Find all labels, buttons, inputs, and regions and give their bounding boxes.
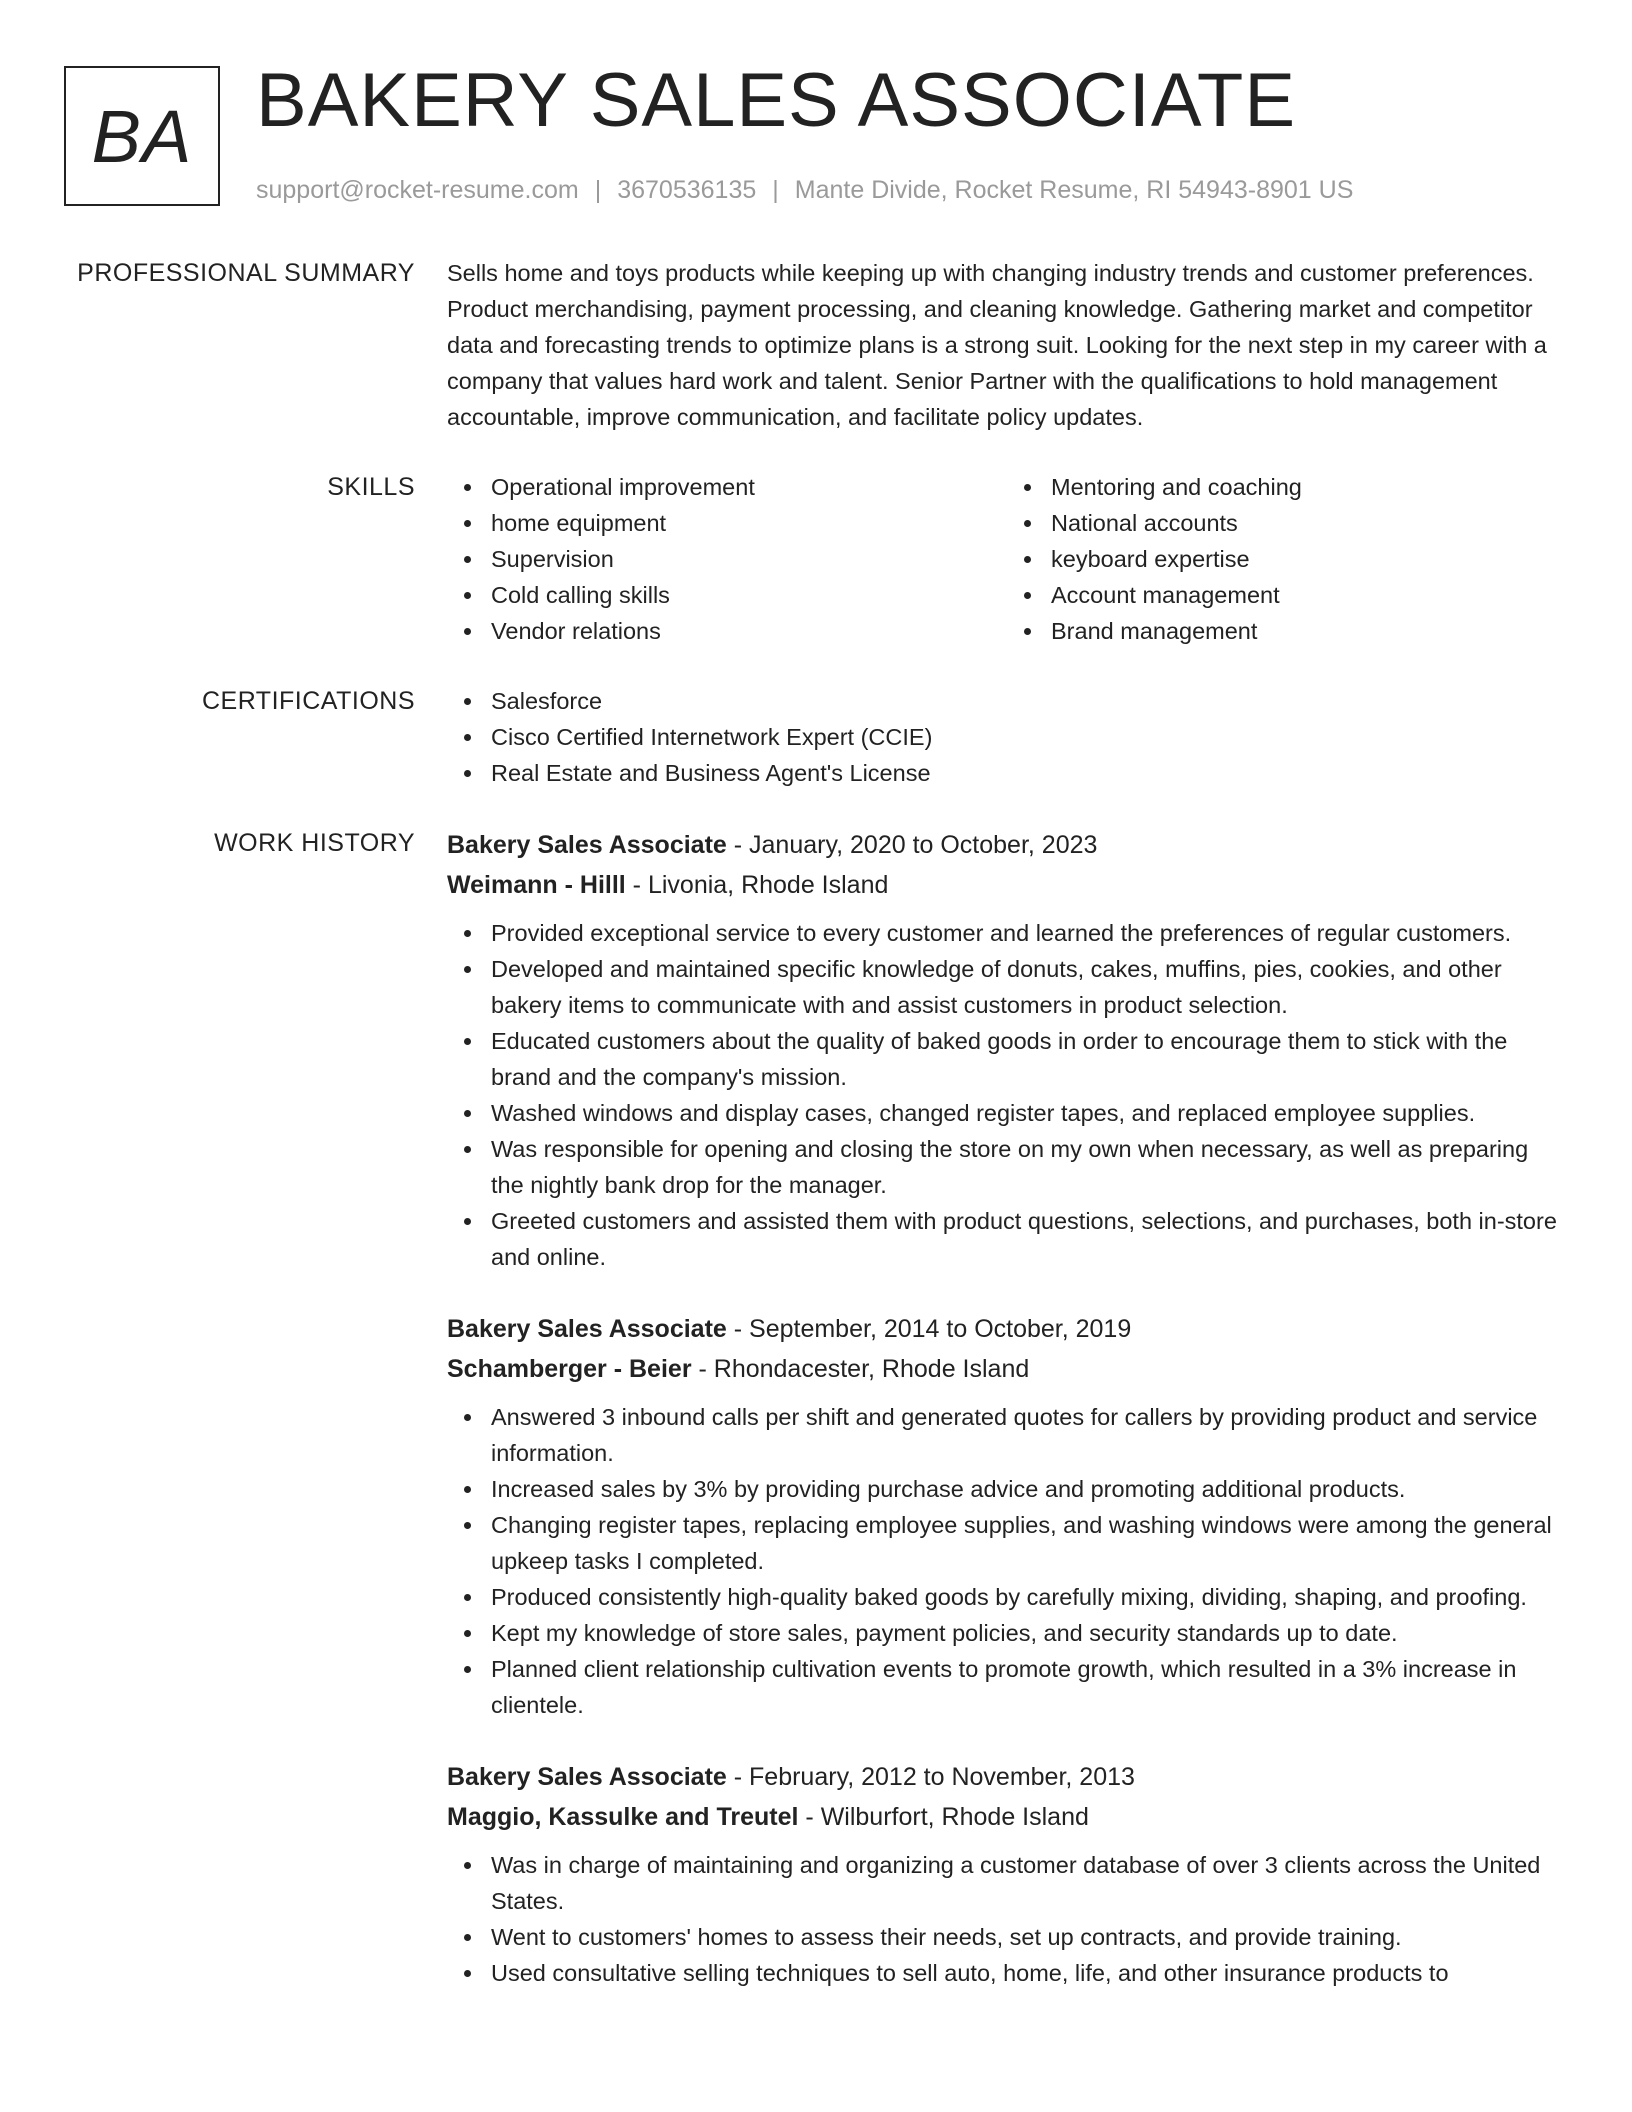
job-bullet: Planned client relationship cultivation events to promote growth, which resulted in a 3% increase in clientele. xyxy=(491,1651,1567,1723)
skills-list-right xyxy=(1007,469,1567,649)
job-company-line xyxy=(447,865,1567,905)
job-title: Bakery Sales Associate xyxy=(447,1763,727,1791)
skill-item: home equipment xyxy=(491,505,1007,541)
job-bullet: Was responsible for opening and closing the store on my own when necessary, as well as preparing the nightly bank drop for the manager. xyxy=(491,1131,1567,1203)
work-history-heading: WORK HISTORY xyxy=(214,829,415,857)
job-company-line xyxy=(447,1797,1567,1837)
skill-item: Account management xyxy=(1051,577,1567,613)
job-bullets xyxy=(447,1847,1567,1991)
job-dates: - January, 2020 to October, 2023 xyxy=(726,831,1098,859)
job-bullet: Washed windows and display cases, changed register tapes, and replaced employee supplies. xyxy=(491,1095,1567,1131)
job-bullet: Changing register tapes, replacing employee supplies, and washing windows were among the general upkeep tasks I completed. xyxy=(491,1507,1567,1579)
job-location: - Livonia, Rhode Island xyxy=(625,871,889,899)
job-bullets xyxy=(447,915,1567,1275)
job-location: - Rhondacester, Rhode Island xyxy=(691,1355,1030,1383)
job-bullet: Was in charge of maintaining and organizing a customer database of over 3 clients across the United States. xyxy=(491,1847,1567,1919)
job-entry xyxy=(447,1309,1567,1723)
summary-section xyxy=(0,255,1632,435)
job-title: Bakery Sales Associate xyxy=(447,831,727,859)
summary-text: Sells home and toys products while keeping up with changing industry trends and customer preferences. Product merchandising, payment processing, and cleaning knowledge. Gathering market and competitor data and forecasting trends to optimize plans is a strong suit. Looking for the next step in my career with a company that values hard work and talent. Senior Partner with the qualifications to hold management accountable, improve communication, and facilitate policy updates. xyxy=(447,260,1547,430)
job-company: Schamberger - Beier xyxy=(447,1355,692,1383)
certification-item: Salesforce xyxy=(491,683,1567,719)
job-company: Maggio, Kassulke and Treutel xyxy=(447,1803,799,1831)
job-bullet: Went to customers' homes to assess their needs, set up contracts, and provide training. xyxy=(491,1919,1567,1955)
job-bullet: Used consultative selling techniques to sell auto, home, life, and other insurance products to xyxy=(491,1955,1567,1991)
skill-item: Cold calling skills xyxy=(491,577,1007,613)
contact-line xyxy=(256,172,1353,208)
skill-item: Vendor relations xyxy=(491,613,1007,649)
job-bullet: Greeted customers and assisted them with product questions, selections, and purchases, both in-store and online. xyxy=(491,1203,1567,1275)
job-bullet: Kept my knowledge of store sales, payment policies, and security standards up to date. xyxy=(491,1615,1567,1651)
skill-item: National accounts xyxy=(1051,505,1567,541)
certifications-section xyxy=(0,683,1632,791)
contact-email: support@rocket-resume.com xyxy=(256,176,579,204)
skill-item: keyboard expertise xyxy=(1051,541,1567,577)
job-bullet: Developed and maintained specific knowledge of donuts, cakes, muffins, pies, cookies, and other bakery items to communicate with and assist customers in product selection. xyxy=(491,951,1567,1023)
job-title-line xyxy=(447,825,1567,865)
contact-phone: 3670536135 xyxy=(617,176,757,204)
monogram: BA xyxy=(64,66,220,206)
job-company: Weimann - Hilll xyxy=(447,871,626,899)
job-bullet: Answered 3 inbound calls per shift and generated quotes for callers by providing product and service information. xyxy=(491,1399,1567,1471)
skills-list-left xyxy=(447,469,1007,649)
skill-item: Operational improvement xyxy=(491,469,1007,505)
summary-heading: PROFESSIONAL SUMMARY xyxy=(77,259,415,287)
job-dates: - February, 2012 to November, 2013 xyxy=(726,1763,1135,1791)
job-title-line xyxy=(447,1309,1567,1349)
job-bullet: Produced consistently high-quality baked goods by carefully mixing, dividing, shaping, and proofing. xyxy=(491,1579,1567,1615)
certifications-heading: CERTIFICATIONS xyxy=(201,687,415,715)
skill-item: Supervision xyxy=(491,541,1007,577)
job-bullets xyxy=(447,1399,1567,1723)
job-title: Bakery Sales Associate xyxy=(447,1315,727,1343)
job-bullet: Increased sales by 3% by providing purchase advice and promoting additional products. xyxy=(491,1471,1567,1507)
job-entry xyxy=(447,825,1567,1275)
contact-address: Mante Divide, Rocket Resume, RI 54943-8901 US xyxy=(794,176,1354,204)
skill-item: Brand management xyxy=(1051,613,1567,649)
certifications-list xyxy=(447,683,1567,791)
skills-heading: SKILLS xyxy=(327,473,415,501)
contact-separator: | xyxy=(594,176,602,204)
work-history-section xyxy=(0,825,1632,2025)
job-bullet: Provided exceptional service to every customer and learned the preferences of regular customers. xyxy=(491,915,1567,951)
skill-item: Mentoring and coaching xyxy=(1051,469,1567,505)
certification-item: Real Estate and Business Agent's License xyxy=(491,755,1567,791)
job-dates: - September, 2014 to October, 2019 xyxy=(726,1315,1132,1343)
job-company-line xyxy=(447,1349,1567,1389)
job-bullet: Educated customers about the quality of baked goods in order to encourage them to stick with the brand and the company's mission. xyxy=(491,1023,1567,1095)
job-entry xyxy=(447,1757,1567,1991)
job-title-line xyxy=(447,1757,1567,1797)
resume-body xyxy=(0,255,1632,2059)
page-title: BAKERY SALES ASSOCIATE xyxy=(256,58,1297,143)
contact-separator: | xyxy=(772,176,779,204)
job-location: - Wilburfort, Rhode Island xyxy=(798,1803,1089,1831)
certification-item: Cisco Certified Internetwork Expert (CCIE) xyxy=(491,719,1567,755)
skills-section xyxy=(0,469,1632,649)
